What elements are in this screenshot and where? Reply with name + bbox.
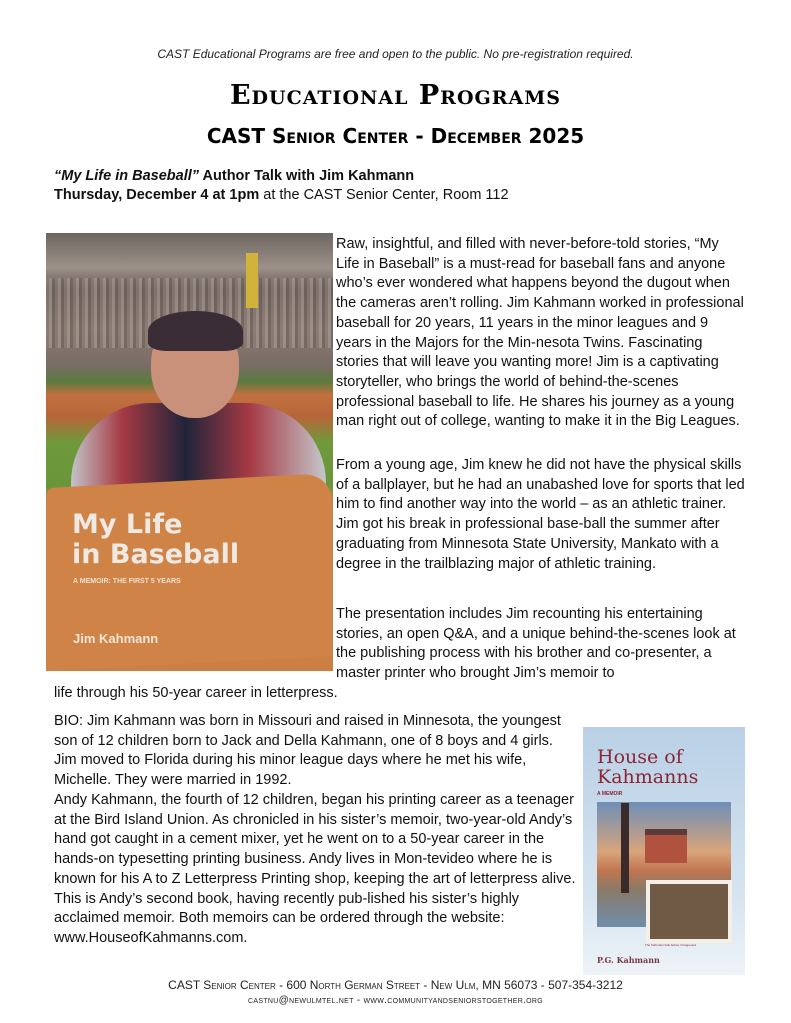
book2-memoir-label: A MEMOIR bbox=[597, 791, 623, 797]
book2-title-line1: House of bbox=[597, 746, 683, 768]
tree-trunk bbox=[621, 803, 629, 893]
book1-title-line1: My Life bbox=[72, 509, 183, 540]
description-paragraph-3-end: life through his 50-year career in letterpress. bbox=[54, 685, 338, 701]
book1-author: Jim Kahmann bbox=[73, 631, 159, 646]
book2-title-line2: Kahmanns bbox=[597, 766, 699, 788]
my-life-in-baseball-cover-image bbox=[46, 233, 333, 671]
free-admission-note: CAST Educational Programs are free and open to the public. No pre-registration required. bbox=[157, 47, 634, 61]
old-family-photo bbox=[646, 880, 732, 943]
book2-title bbox=[597, 747, 698, 787]
page-title: Educational Programs bbox=[229, 80, 562, 111]
book1-subtitle: A MEMOIR: THE FIRST 5 YEARS bbox=[73, 578, 181, 585]
author-hair bbox=[148, 311, 243, 351]
footer-address: CAST Senior Center - 600 North German Street - New Ulm, MN 56073 - 507-354-3212 bbox=[168, 978, 623, 992]
page-subtitle: CAST Senior Center - December 2025 bbox=[206, 124, 585, 148]
book2-author: P.G. Kahmann bbox=[597, 955, 660, 965]
andy-bio-paragraph: Andy Kahmann, the fourth of 12 children, began his printing career as a teenager at the Bird Island Union. As chronicled in his sister’s memoir, two-year-old Andy’s hand got caught in a cement mixer, yet he went on to a 50-year career in the hands-on typesetting printing business. Andy lives in Mon-tevideo where he is known for his A to Z Letterpress Printing shop, keeping the art of letterpress alive. This is Andy’s second book, having recently pub-lished his sister’s highly acclaimed memoir. Both memoirs can be ordered through the website: www.HouseofKahmanns.com. bbox=[54, 792, 576, 946]
event-heading bbox=[54, 167, 509, 205]
event-datetime: Thursday, December 4 at 1pm bbox=[54, 187, 260, 203]
bio-paragraph: BIO: Jim Kahmann was born in Missouri and raised in Minnesota, the youngest son of 12 children born to Jack and Della Kahmann, one of 8 boys and 4 girls. Jim moved to Florida during his minor league days where he met his wife, Michelle. They were married in 1992. bbox=[54, 713, 561, 789]
book1-title bbox=[72, 510, 239, 570]
foul-pole bbox=[246, 253, 258, 308]
book1-title-line2: in Baseball bbox=[72, 539, 240, 570]
description-paragraph-1: Raw, insightful, and filled with never-before-told stories, “My Life in Baseball” is a must-read for baseball fans and anyone who’s ever wondered what happens beyond the dugout when the cameras aren’t rolling. Jim Kahmann worked in professional baseball for 20 years, 11 years in the minor leagues and 9 years in the Majors for the Min-nesota Twins. Fascinating stories that will leave you wanting more! Jim is a captivating storyteller, who brings the world of behind-the-scenes professional baseball to life. He shares his journey as a young man right out of college, wanting to make it in the Big Leagues. bbox=[336, 236, 744, 430]
house-of-kahmanns-cover-image bbox=[583, 727, 745, 975]
description-paragraph-3: The presentation includes Jim recounting his entertaining stories, an open Q&A, and a unique behind-the-scenes look at the publishing process with his brother and co-presenter, a master printer who brought Jim’s memoir to bbox=[336, 606, 736, 682]
event-talk-label: Author Talk with Jim Kahmann bbox=[199, 168, 415, 184]
event-location: at the CAST Senior Center, Room 112 bbox=[259, 187, 509, 203]
event-title-line bbox=[54, 167, 509, 186]
book2-photo-caption: The Kahmann kids before it happened bbox=[645, 943, 696, 947]
footer-contact: castnu@newulmtel.net - www.communityandseniorstogether.org bbox=[248, 995, 543, 1006]
event-when-line bbox=[54, 186, 509, 205]
event-book-title: “My Life in Baseball” bbox=[54, 168, 200, 184]
farmhouse bbox=[645, 829, 687, 863]
description-paragraph-2: From a young age, Jim knew he did not have the physical skills of a ballplayer, but he had an unabashed love for sports that led him to find another way into the world – as an athletic trainer. Jim got his break in professional base-ball the summer after graduating from Minnesota State University, Mankato with a degree in the trailblazing major of athletic training. bbox=[336, 457, 745, 572]
